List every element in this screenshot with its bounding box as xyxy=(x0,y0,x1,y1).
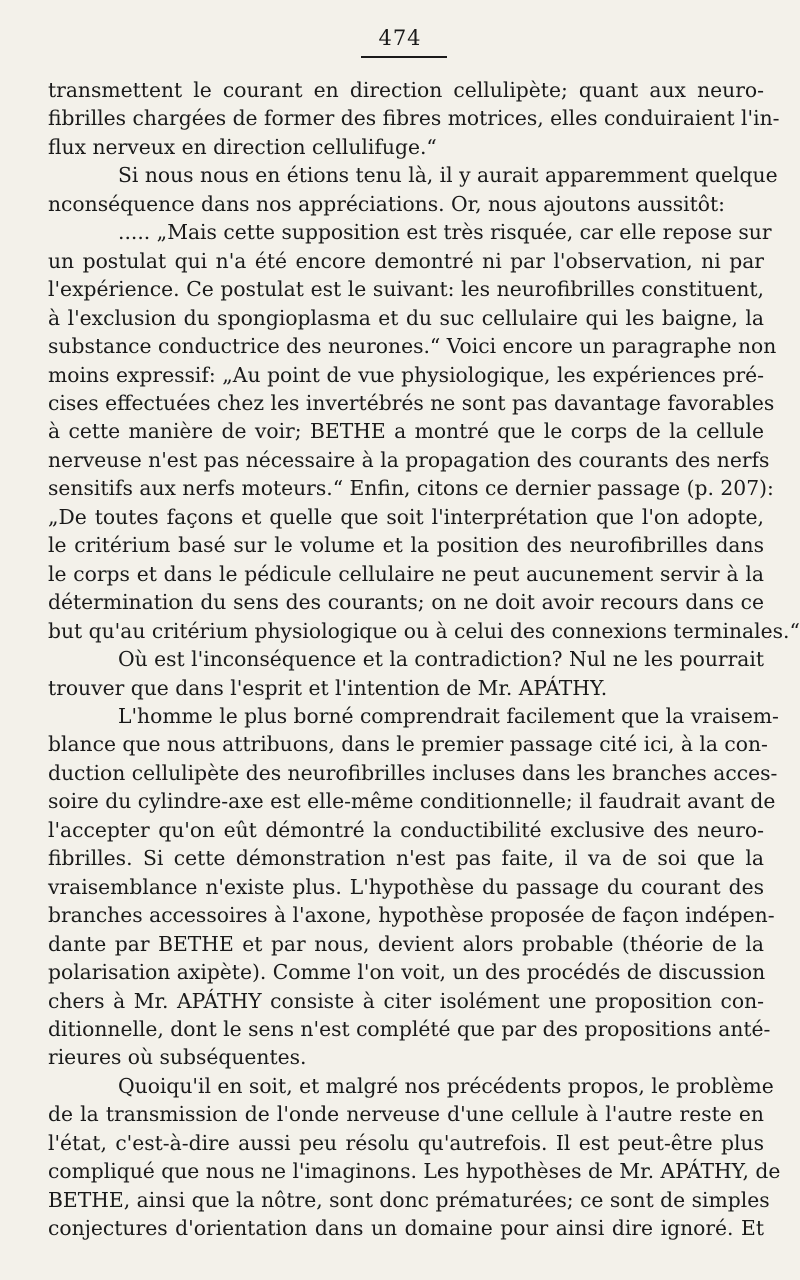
text-line: Où est l'inconséquence et la contradiction? Nul ne les pourrait xyxy=(118,647,764,672)
page-number-underline xyxy=(361,56,447,58)
text-line: blance que nous attribuons, dans le premier passage cité ici, à la con- xyxy=(48,732,768,757)
text-line: L'homme le plus borné comprendrait facilement que la vraisem- xyxy=(118,703,779,728)
text-line: le critérium basé sur le volume et la position des neurofibrilles dans xyxy=(48,533,764,558)
text-line: nerveuse n'est pas nécessaire à la propagation des courants des nerfs xyxy=(48,447,770,472)
text-line: BETHE, ainsi que la nôtre, sont donc prématurées; ce sont de simples xyxy=(48,1187,770,1212)
text-line: le corps et dans le pédicule cellulaire ne peut aucunement servir à la xyxy=(48,561,764,586)
text-line: „De toutes façons et quelle que soit l'interprétation que l'on adopte, xyxy=(48,504,764,529)
text-line: de la transmission de l'onde nerveuse d'une cellule à l'autre reste en xyxy=(48,1102,764,1127)
text-line: branches accessoires à l'axone, hypothèse proposée de façon indépen- xyxy=(48,903,775,928)
text-line: l'état, c'est-à-dire aussi peu résolu qu'autrefois. Il est peut-être plus xyxy=(48,1130,764,1155)
text-line: flux nerveux en direction cellulifuge.“ xyxy=(48,134,437,159)
text-line: chers à Mr. APÁTHY consiste à citer isolément une proposition con- xyxy=(48,988,764,1013)
page-number: 474 xyxy=(378,26,422,50)
body-text xyxy=(48,76,800,1243)
text-line: Si nous nous en étions tenu là, il y aurait apparemment quelque xyxy=(118,163,778,188)
text-line: à cette manière de voir; BETHE a montré que le corps de la cellule xyxy=(48,419,764,444)
text-line: soire du cylindre-axe est elle-même conditionnelle; il faudrait avant de xyxy=(48,789,776,814)
text-line: vraisemblance n'existe plus. L'hypothèse du passage du courant des xyxy=(48,874,764,899)
text-line: compliqué que nous ne l'imaginons. Les hypothèses de Mr. APÁTHY, de xyxy=(48,1159,781,1184)
text-line: à l'exclusion du spongioplasma et du suc cellulaire qui les baigne, la xyxy=(48,305,764,330)
text-line: dante par BETHE et par nous, devient alors probable (théorie de la xyxy=(48,931,764,956)
text-line: l'accepter qu'on eût démontré la conductibilité exclusive des neuro- xyxy=(48,817,764,842)
text-line: transmettent le courant en direction cellulipète; quant aux neuro- xyxy=(48,78,764,102)
text-line: l'expérience. Ce postulat est le suivant: les neurofibrilles constituent, xyxy=(48,277,764,302)
text-line: substance conductrice des neurones.“ Voici encore un paragraphe non xyxy=(48,334,777,359)
text-line: cises effectuées chez les invertébrés ne sont pas davantage favorables xyxy=(48,390,775,415)
text-line: duction cellulipète des neurofibrilles incluses dans les branches acces- xyxy=(48,760,778,785)
text-line: ditionnelle, dont le sens n'est complété que par des propositions anté- xyxy=(48,1016,771,1041)
text-line: sensitifs aux nerfs moteurs.“ Enfin, citons ce dernier passage (p. 207): xyxy=(48,476,774,501)
text-line: nconséquence dans nos appréciations. Or, nous ajoutons aussitôt: xyxy=(48,191,725,216)
text-line: fibrilles. Si cette démonstration n'est pas faite, il va de soi que la xyxy=(48,846,764,871)
text-line: Quoiqu'il en soit, et malgré nos précédents propos, le problème xyxy=(118,1073,774,1098)
text-line: conjectures d'orientation dans un domaine pour ainsi dire ignoré. Et xyxy=(48,1216,764,1241)
text-line: fibrilles chargées de former des fibres motrices, elles conduiraient l'in- xyxy=(48,106,780,131)
text-line: but qu'au critérium physiologique ou à celui des connexions terminales.“ xyxy=(48,618,800,643)
text-line: rieures où subséquentes. xyxy=(48,1045,307,1070)
text-line: ..... „Mais cette supposition est très risquée, car elle repose sur xyxy=(118,220,772,245)
text-line: un postulat qui n'a été encore demontré ni par l'observation, ni par xyxy=(48,248,764,273)
text-line: trouver que dans l'esprit et l'intention de Mr. APÁTHY. xyxy=(48,675,608,700)
text-line: polarisation axipète). Comme l'on voit, un des procédés de discussion xyxy=(48,960,766,985)
text-line: moins expressif: „Au point de vue physiologique, les expériences pré- xyxy=(48,362,764,387)
text-line: détermination du sens des courants; on ne doit avoir recours dans ce xyxy=(48,590,764,615)
